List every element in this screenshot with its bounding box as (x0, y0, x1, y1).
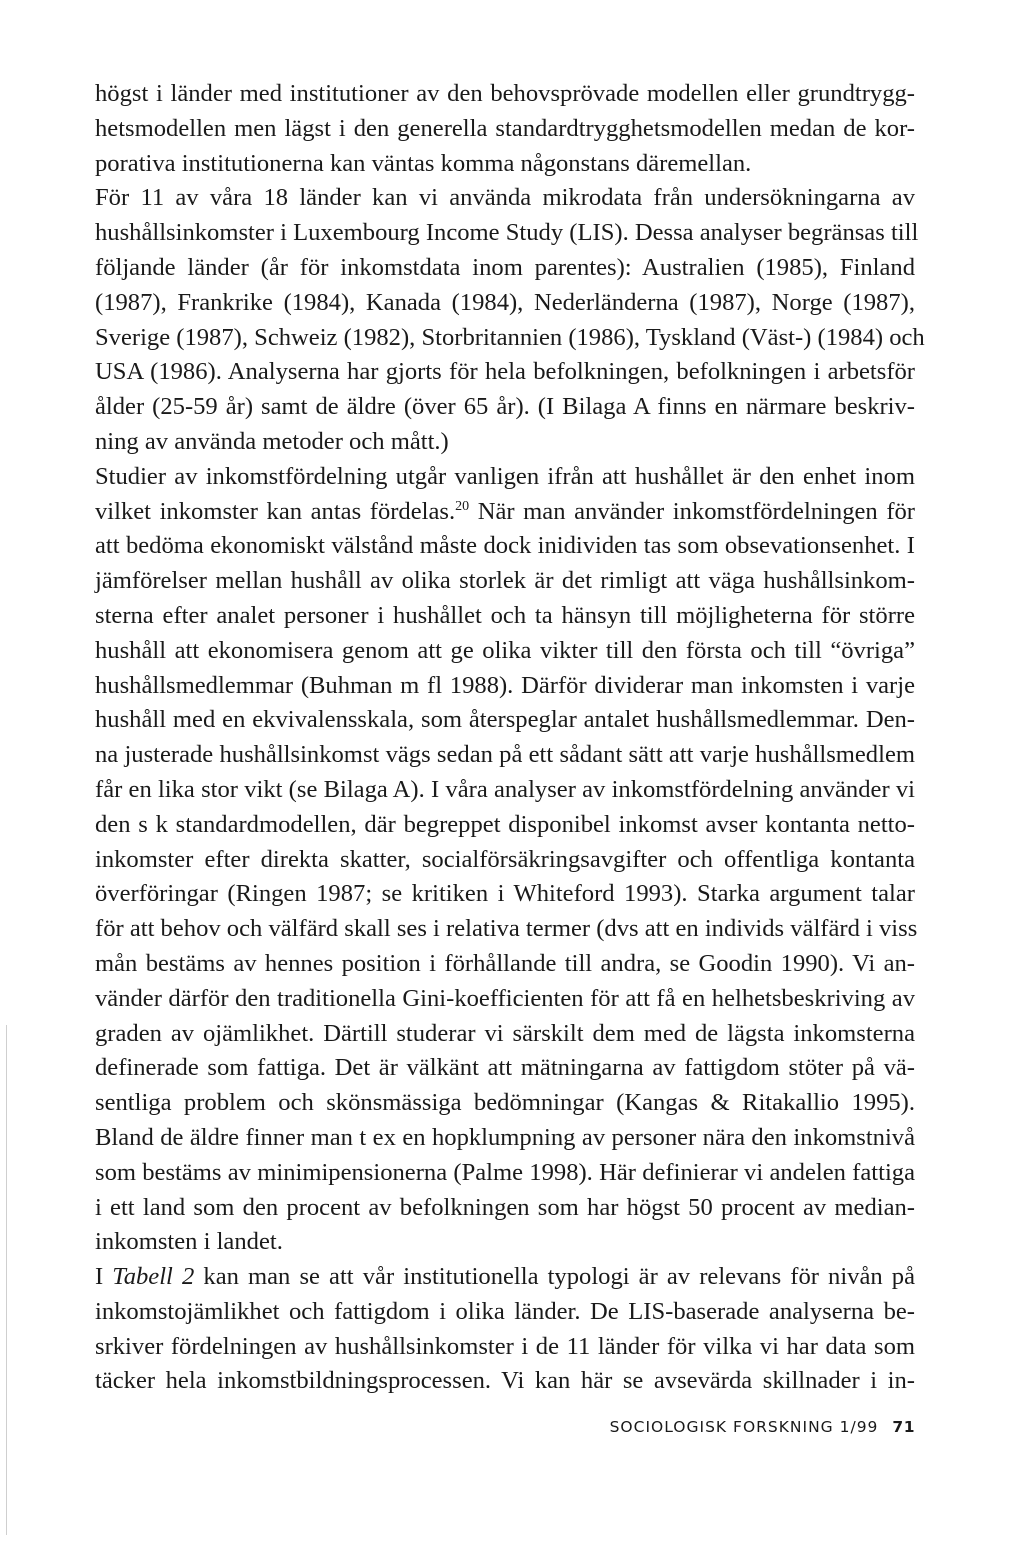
text-line: den s k standardmodellen, där begreppet disponibel inkomst avser kontanta netto- (95, 810, 915, 838)
text-line: graden av ojämlikhet. Därtill studerar vi särskilt dem med de lägsta inkomsterna (95, 1019, 915, 1047)
text-line: som bestäms av minimipensionerna (Palme 1998). Här definierar vi andelen fattiga (95, 1158, 915, 1186)
text-line: Bland de äldre finner man t ex en hopklumpning av personer nära den inkomstnivå (95, 1123, 915, 1151)
text-line: i ett land som den procent av befolkningen som har högst 50 procent av median- (95, 1193, 915, 1221)
text-line: För 11 av våra 18 länder kan vi använda mikrodata från undersökningarna av (95, 184, 915, 212)
text-line: inkomster efter direkta skatter, socialförsäkringsavgifter och offentliga kontanta (95, 845, 915, 873)
text-line: ålder (25-59 år) samt de äldre (över 65 år). (I Bilaga A finns en närmare beskriv- (95, 393, 915, 421)
text-line: sentliga problem och skönsmässiga bedömningar (Kangas & Ritakallio 1995). (95, 1089, 915, 1117)
text-line: hushållsmedlemmar (Buhman m fl 1988). Därför dividerar man inkomsten i varje (95, 671, 915, 699)
text-line: mån bestäms av hennes position i förhållande till andra, se Goodin 1990). Vi an- (95, 949, 915, 977)
text-line: Sverige (1987), Schweiz (1982), Storbritannien (1986), Tyskland (Väst-) (1984) och (95, 323, 925, 351)
page-number: 71 (892, 1418, 915, 1436)
text-line: vänder därför den traditionella Gini-koefficienten för att få en helhetsbeskriving av (95, 984, 915, 1012)
text-line: Studier av inkomstfördelning utgår vanligen ifrån att hushållet är den enhet inom (95, 462, 915, 490)
text-line: USA (1986). Analyserna har gjorts för hela befolkningen, befolkningen i arbetsför (95, 358, 915, 386)
text-line: följande länder (år för inkomstdata inom parentes): Australien (1985), Finland (95, 253, 915, 281)
text-line: srkiver fördelningen av hushållsinkomster i de 11 länder för vilka vi har data som (95, 1332, 915, 1360)
text-line: na justerade hushållsinkomst vägs sedan på ett sådant sätt att varje hushållsmedlem (95, 741, 915, 769)
text-line: hetsmodellen men lägst i den generella standardtrygghetsmodellen medan de kor- (95, 114, 915, 142)
text-line: hushållsinkomster i Luxembourg Income Study (LIS). Dessa analyser begränsas till (95, 219, 919, 247)
journal-title: SOCIOLOGISK FORSKNING 1/99 (609, 1418, 879, 1436)
text-line: att bedöma ekonomiskt välstånd måste dock inidividen tas som obsevationsenhet. I (95, 532, 915, 560)
text-line: täcker hela inkomstbildningsprocessen. Vi kan här se avsevärda skillnader i in- (95, 1367, 915, 1395)
text-line: överföringar (Ringen 1987; se kritiken i Whiteford 1993). Starka argument talar (95, 880, 915, 908)
text-line: jämförelser mellan hushåll av olika storlek är det rimligt att väga hushållsinkom- (95, 567, 915, 595)
text-line: hushåll att ekonomisera genom att ge olika vikter till den första och till “övriga” (95, 636, 915, 664)
body-text (95, 77, 925, 1399)
text-line: definerade som fattiga. Det är välkänt att mätningarna av fattigdom stöter på vä- (95, 1054, 915, 1082)
text-fragment: vilket inkomster kan antas fördelas. (95, 497, 456, 525)
text-line: inkomstojämlikhet och fattigdom i olika länder. De LIS-baserade analyserna be- (95, 1297, 915, 1325)
page-footer (610, 1418, 915, 1436)
text-fragment: När man använder inkomstfördelningen för (477, 497, 915, 525)
scan-margin-line (6, 1025, 7, 1535)
text-line: inkomsten i landet. (95, 1228, 283, 1256)
text-line: får en lika stor vikt (se Bilaga A). I våra analyser av inkomstfördelning använder vi (95, 775, 915, 803)
text-line: porativa institutionerna kan väntas komma någonstans däremellan. (95, 149, 752, 177)
text-line: hushåll med en ekvivalensskala, som återspeglar antalet hushållsmedlemmar. Den- (95, 706, 915, 734)
text-line: sterna efter analet personer i hushållet och ta hänsyn till möjligheterna för större (95, 601, 915, 629)
text-line-with-table-ref (95, 1260, 915, 1295)
text-line: för att behov och välfärd skall ses i relativa termer (dvs att en individs välfärd i viss (95, 915, 918, 943)
table-reference[interactable]: Tabell 2 (112, 1263, 195, 1291)
text-line-with-footnote (95, 495, 915, 530)
footnote-reference[interactable]: 20 (455, 498, 470, 514)
text-line: (1987), Frankrike (1984), Kanada (1984), Nederländerna (1987), Norge (1987), (95, 288, 915, 316)
text-line: ning av använda metoder och mått.) (95, 427, 449, 455)
text-line: högst i länder med institutioner av den behovsprövade modellen eller grundtrygg- (95, 80, 915, 107)
text-fragment: I (95, 1263, 113, 1291)
text-fragment: kan man se att vår institutionella typologi är av relevans för nivån på (194, 1263, 915, 1291)
